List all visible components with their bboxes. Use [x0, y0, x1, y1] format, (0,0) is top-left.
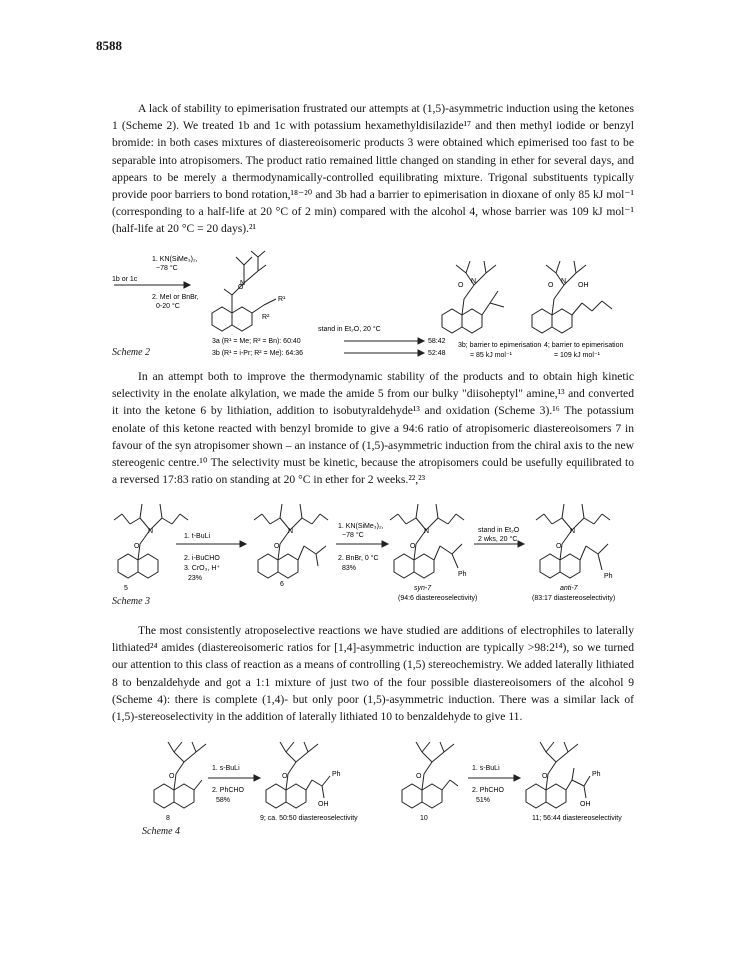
s4-lbl9: 9; ca. 50:50 diastereoselectivity	[260, 815, 358, 822]
s3-anti: anti-7	[560, 585, 578, 592]
s3-c1b: 2. i-BuCHO	[184, 555, 220, 562]
s4-ph-11: Ph	[592, 771, 601, 778]
s3-c1a: 1. t-BuLi	[184, 533, 211, 540]
s2-r2: R²	[262, 314, 270, 321]
scheme-3-label: Scheme 3	[112, 596, 151, 607]
s3-ph-syn: Ph	[458, 571, 467, 578]
s4-c2b: 2. PhCHO	[472, 787, 504, 794]
scheme-4-drawing	[112, 740, 636, 840]
s2-n-3: N	[561, 278, 567, 285]
s3-lbl6: 6	[280, 581, 284, 588]
scheme-4-label: Scheme 4	[142, 826, 181, 837]
s2-n-1: N	[240, 280, 246, 287]
s4-lbl11: 11; 56:44 diastereoselectivity	[532, 815, 622, 822]
scheme-3-drawing	[112, 498, 636, 616]
s4-ph-9: Ph	[332, 771, 341, 778]
s2-cond1a: 1. KN(SiMe₃)₂,	[152, 256, 198, 263]
s4-c1b: 2. PhCHO	[212, 787, 244, 794]
s3-c3b: 2 wks, 20 °C	[478, 536, 518, 543]
paragraph-2	[112, 368, 634, 488]
s3-c2b: −78 °C	[342, 532, 364, 539]
s3-o-6: O	[274, 543, 280, 550]
s3-n-6: N	[288, 528, 294, 535]
s4-oh-11: OH	[580, 801, 591, 808]
s3-c2d: 83%	[342, 565, 357, 572]
s2-note3b-2: = 85 kJ mol⁻¹	[470, 352, 513, 359]
s2-oh: OH	[578, 282, 589, 289]
s2-o-2: O	[458, 282, 464, 289]
s4-oh-9: OH	[318, 801, 329, 808]
s2-note4-1: 4; barrier to epimerisation	[544, 342, 624, 349]
s4-lbl10: 10	[420, 815, 428, 822]
s2-r1: R¹	[278, 296, 286, 303]
s2-n-2: N	[471, 278, 477, 285]
paragraph-3	[112, 622, 634, 725]
s4-c2a: 1. s-BuLi	[472, 765, 500, 772]
paragraph-3-text: The most consistently atroposelective reactions we have studied are additions of electrophiles to laterally lithiated²⁴ amides (diastereoisomeric ratios for [1,4]-asymmetric induction are typically >98:2¹⁴), so we turned our attention to this class of reaction as a means of controlling (1,5) stereochemistry. We added laterally lithiated 8 to benzaldehyde and got a 1:1 mixture of just two of the four possible diastereoisomers of the alcohol 9 (Scheme 4): there is complete (1,4)- but only poor (1,5)-asymmetric induction. There was a similar lack of (1,5)-stereoselectivity in the addition of laterally lithiated 10 to benzaldehyde to give 11.	[112, 624, 634, 724]
s3-c2c: 2. BnBr, 0 °C	[338, 555, 379, 562]
s4-o-11: O	[542, 773, 548, 780]
s3-c1d: 23%	[188, 575, 203, 582]
s3-anti-sel: (83:17 diastereoselectivity)	[532, 595, 616, 602]
s2-row-b: 3b (R¹ = i-Pr; R² = Me): 64:36	[212, 350, 304, 357]
s3-n-7: N	[424, 528, 430, 535]
page-number: 8588	[96, 38, 122, 53]
s3-lbl5: 5	[124, 585, 128, 592]
s3-o-5: O	[134, 543, 140, 550]
s3-syn-sel: (94:6 diastereoselectivity)	[398, 595, 478, 602]
s4-o-8: O	[169, 773, 175, 780]
s4-o-10: O	[416, 773, 422, 780]
s2-ratio-a: 58:42	[428, 338, 446, 345]
s2-o-1: O	[238, 284, 244, 291]
s4-c1c: 58%	[216, 797, 231, 804]
s3-n-anti: N	[570, 528, 576, 535]
scheme-3	[112, 498, 636, 616]
s4-o-9: O	[282, 773, 288, 780]
s3-o-anti: O	[556, 543, 562, 550]
scheme-4	[112, 740, 636, 840]
s4-c2c: 51%	[476, 797, 491, 804]
s2-note4-2: = 109 kJ mol⁻¹	[554, 352, 600, 359]
scheme-2-drawing	[112, 255, 636, 365]
paragraph-1-text: A lack of stability to epimerisation frustrated our attempts at (1,5)-asymmetric induction using the ketones 1 (Scheme 2). We treated 1b and 1c with potassium hexamethyldisilazide¹⁷ and then methyl iodide or benzyl bromide: in both cases mixtures of diastereoisomeric products 3 were obtained which epimerised too fast to be separable into atropisomers. The product ratio remained little changed on standing in ether for several days, and appears to be merely a thermodynamically-controlled equilibrating mixture. Trigonal substituents typically provide poor barriers to bond rotation,¹⁸⁻²⁰ and 3b had a barrier to epimerisation in dioxane of only 85 kJ mol⁻¹ (corresponding to a half-life at 20 °C of 2 min) compared with the alcohol 4, whose barrier was 109 kJ mol⁻¹ (half-life at 20 °C = 20 days).²¹	[112, 102, 634, 236]
paragraph-2-text: In an attempt both to improve the thermodynamic stability of the products and to obtain high kinetic selectivity in the enolate alkylation, we made the amide 5 from our bulky "diisoheptyl" amine,¹³ and converted it into the ketone 6 by lithiation, addition to isobutyraldehyde¹³ and oxidation (Scheme 3).¹⁶ The potassium enolate of this ketone reacted with benzyl bromide to give a 94:6 ratio of atropisomeric diastereoisomers 7 in favour of the syn atropisomer shown – an instance of (1,5)-asymmetric induction from the chiral axis to the new stereogenic centre.¹⁰ The selectivity must be kinetic, because the atropisomers could be usefully equilibrated to a reversed 17:83 ratio on standing at 20 °C in ether for 2 weeks.²²,²³	[112, 370, 634, 487]
s3-c2a: 1. KN(SiMe₃)₂,	[338, 523, 384, 530]
scheme-2-label: Scheme 2	[112, 347, 151, 358]
s3-n-5: N	[148, 528, 154, 535]
s2-o-3: O	[548, 282, 554, 289]
s2-cond2b: 0-20 °C	[156, 303, 180, 310]
s2-note3b-1: 3b; barrier to epimerisation	[458, 342, 542, 349]
s3-o-7: O	[410, 543, 416, 550]
s2-cond1b: −78 °C	[156, 265, 178, 272]
s4-lbl8: 8	[166, 815, 170, 822]
s3-c1c: 3. CrO₃, H⁺	[184, 565, 221, 572]
scheme-2	[112, 255, 636, 365]
s2-ratio-b: 52:48	[428, 350, 446, 357]
s3-ph-anti: Ph	[604, 573, 613, 580]
s3-c3a: stand in Et₂O	[478, 527, 520, 534]
s4-c1a: 1. s-BuLi	[212, 765, 240, 772]
s2-stand: stand in Et₂O, 20 °C	[318, 326, 381, 333]
s2-start: 1b or 1c	[112, 276, 138, 283]
s2-cond2a: 2. MeI or BnBr,	[152, 294, 199, 301]
paragraph-1	[112, 100, 634, 238]
s2-row-a: 3a (R¹ = Me; R² = Bn): 60:40	[212, 338, 301, 345]
s3-syn: syn-7	[414, 585, 432, 592]
